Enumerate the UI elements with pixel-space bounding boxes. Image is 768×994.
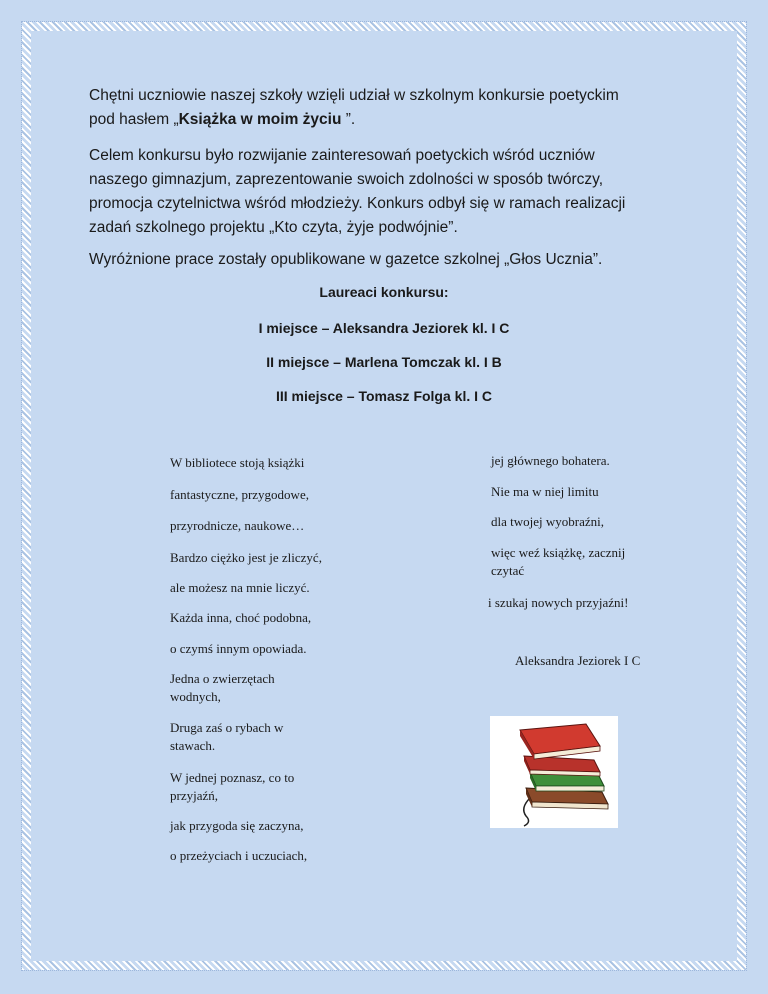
- goal-line-1: Celem konkursu było rozwijanie zainteresowań poetyckich wśród uczniów: [89, 147, 595, 164]
- published-paragraph: [89, 248, 689, 272]
- intro-line-2-prefix: pod hasłem „: [89, 111, 179, 128]
- poem-right-line: Nie ma w niej limitu: [491, 484, 599, 499]
- goal-line-3: promocja czytelnictwa wśród młodzieży. Konkurs odbył się w ramach realizacji: [89, 195, 626, 212]
- poem-right-line: i szukaj nowych przyjaźni!: [488, 595, 629, 610]
- intro-line-2-suffix: ”.: [341, 111, 356, 128]
- published-text: Wyróżnione prace zostały opublikowane w gazetce szkolnej „Głos Ucznia”.: [89, 251, 603, 268]
- poem-left-line: przyrodnicze, naukowe…: [170, 518, 305, 533]
- poem-left-line: wodnych,: [170, 689, 221, 704]
- laureate-second: II miejsce – Marlena Tomczak kl. I B: [266, 354, 502, 370]
- poem-left-line: W bibliotece stoją książki: [170, 455, 305, 470]
- poem-left-line: jak przygoda się zaczyna,: [170, 818, 304, 833]
- poem-left-line: stawach.: [170, 738, 216, 753]
- intro-paragraph: [89, 84, 689, 132]
- poem-left-line: Jedna o zwierzętach: [170, 671, 275, 686]
- laureate-third: III miejsce – Tomasz Folga kl. I C: [275, 388, 493, 404]
- contest-motto: Książka w moim życiu: [178, 111, 342, 128]
- goal-paragraph: [89, 144, 689, 240]
- poem-left-line: Każda inna, choć podobna,: [170, 610, 312, 625]
- goal-line-2: naszego gimnazjum, zaprezentowanie swoich zdolności w sposób twórczy,: [89, 171, 604, 188]
- poem-author: Aleksandra Jeziorek I C: [515, 653, 641, 668]
- poem-left-line: przyjaźń,: [170, 788, 219, 803]
- laureates-heading: Laureaci konkursu:: [319, 284, 449, 300]
- poem-right-line: czytać: [491, 563, 525, 578]
- stack-of-books-icon: [490, 716, 618, 828]
- intro-line-1: Chętni uczniowie naszej szkoły wzięli udział w szkolnym konkursie poetyckim: [89, 87, 619, 104]
- poem-left-line: Bardzo ciężko jest je zliczyć,: [170, 550, 322, 565]
- poem-right-line: więc weź książkę, zacznij: [491, 545, 626, 560]
- poem-left-line: o przeżyciach i uczuciach,: [170, 848, 308, 863]
- goal-line-4: zadań szkolnego projektu „Kto czyta, żyje podwójnie”.: [89, 219, 458, 236]
- poem-left-line: ale możesz na mnie liczyć.: [170, 580, 310, 595]
- laureate-first: I miejsce – Aleksandra Jeziorek kl. I C: [258, 320, 510, 336]
- poem-left-line: W jednej poznasz, co to: [170, 770, 295, 785]
- poem-right-line: jej głównego bohatera.: [491, 453, 610, 468]
- poem-left-line: o czymś innym opowiada.: [170, 641, 307, 656]
- poem-right-line: dla twojej wyobraźni,: [491, 514, 604, 529]
- poem-left-line: Druga zaś o rybach w: [170, 720, 284, 735]
- poem-left-line: fantastyczne, przygodowe,: [170, 487, 309, 502]
